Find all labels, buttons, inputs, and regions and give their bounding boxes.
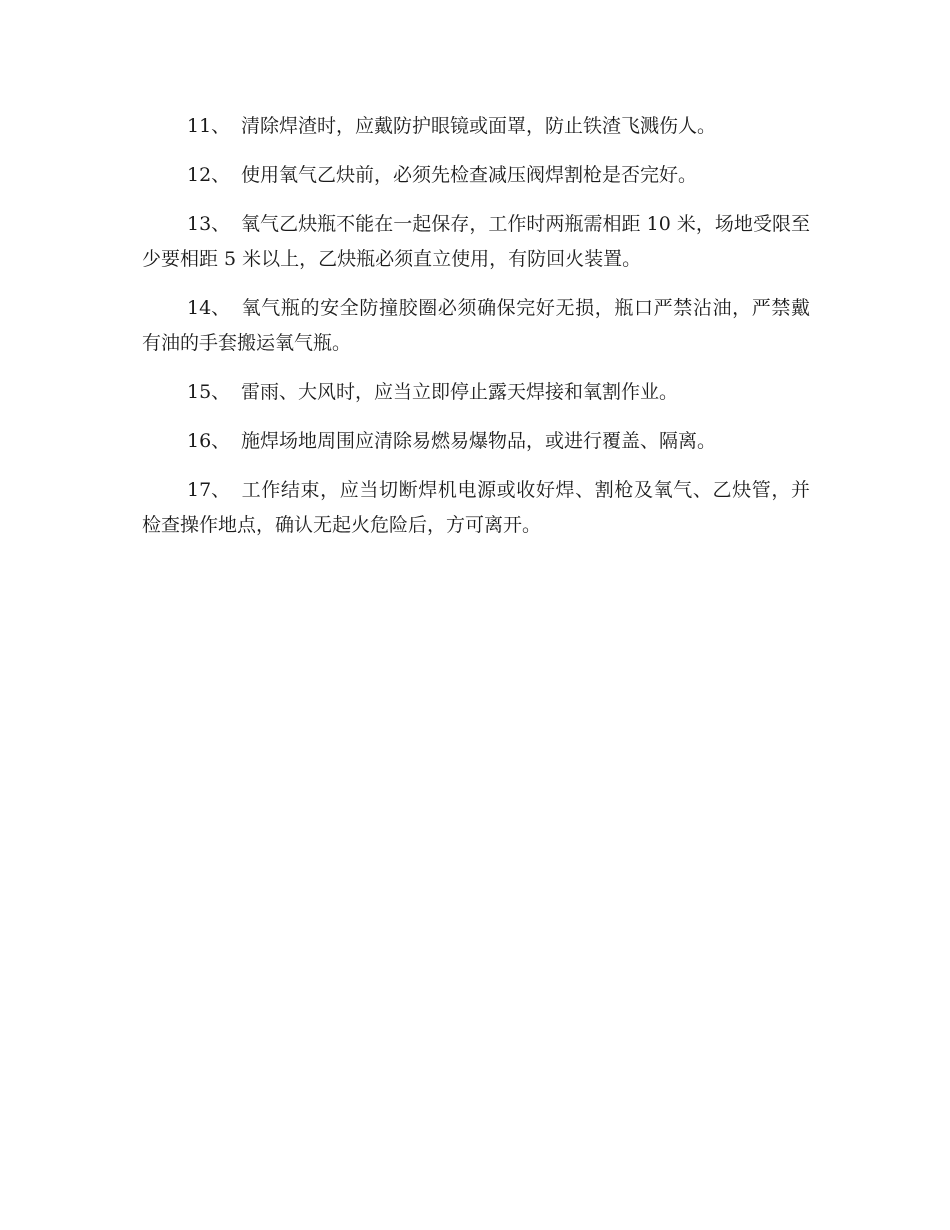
list-item xyxy=(142,375,810,410)
list-item xyxy=(142,291,810,361)
item-number: 12、 xyxy=(187,164,231,186)
list-item xyxy=(142,424,810,459)
item-text: 工作结束，应当切断焊机电源或收好焊、割枪及氧气、乙炔管，并检查操作地点，确认无起火危险后，方可离开。 xyxy=(142,479,810,536)
item-text: 雷雨、大风时，应当立即停止露天焊接和氧割作业。 xyxy=(241,381,679,403)
item-text: 施焊场地周围应清除易燃易爆物品，或进行覆盖、隔离。 xyxy=(241,430,717,452)
document-body xyxy=(142,109,810,557)
list-item xyxy=(142,473,810,543)
list-item xyxy=(142,158,810,193)
item-number: 17、 xyxy=(187,479,231,501)
item-number: 15、 xyxy=(187,381,231,403)
item-number: 16、 xyxy=(187,430,231,452)
item-text: 氧气乙炔瓶不能在一起保存，工作时两瓶需相距 10 米，场地受限至少要相距 5 米以上，乙炔瓶必须直立使用，有防回火装置。 xyxy=(142,213,810,270)
item-text: 清除焊渣时，应戴防护眼镜或面罩，防止铁渣飞溅伤人。 xyxy=(241,115,717,137)
item-number: 14、 xyxy=(187,297,231,319)
item-number: 11、 xyxy=(187,115,231,137)
list-item xyxy=(142,207,810,277)
item-text: 使用氧气乙炔前，必须先检查减压阀焊割枪是否完好。 xyxy=(241,164,698,186)
item-text: 氧气瓶的安全防撞胶圈必须确保完好无损，瓶口严禁沾油，严禁戴有油的手套搬运氧气瓶。 xyxy=(142,297,810,354)
list-item xyxy=(142,109,810,144)
item-number: 13、 xyxy=(187,213,231,235)
